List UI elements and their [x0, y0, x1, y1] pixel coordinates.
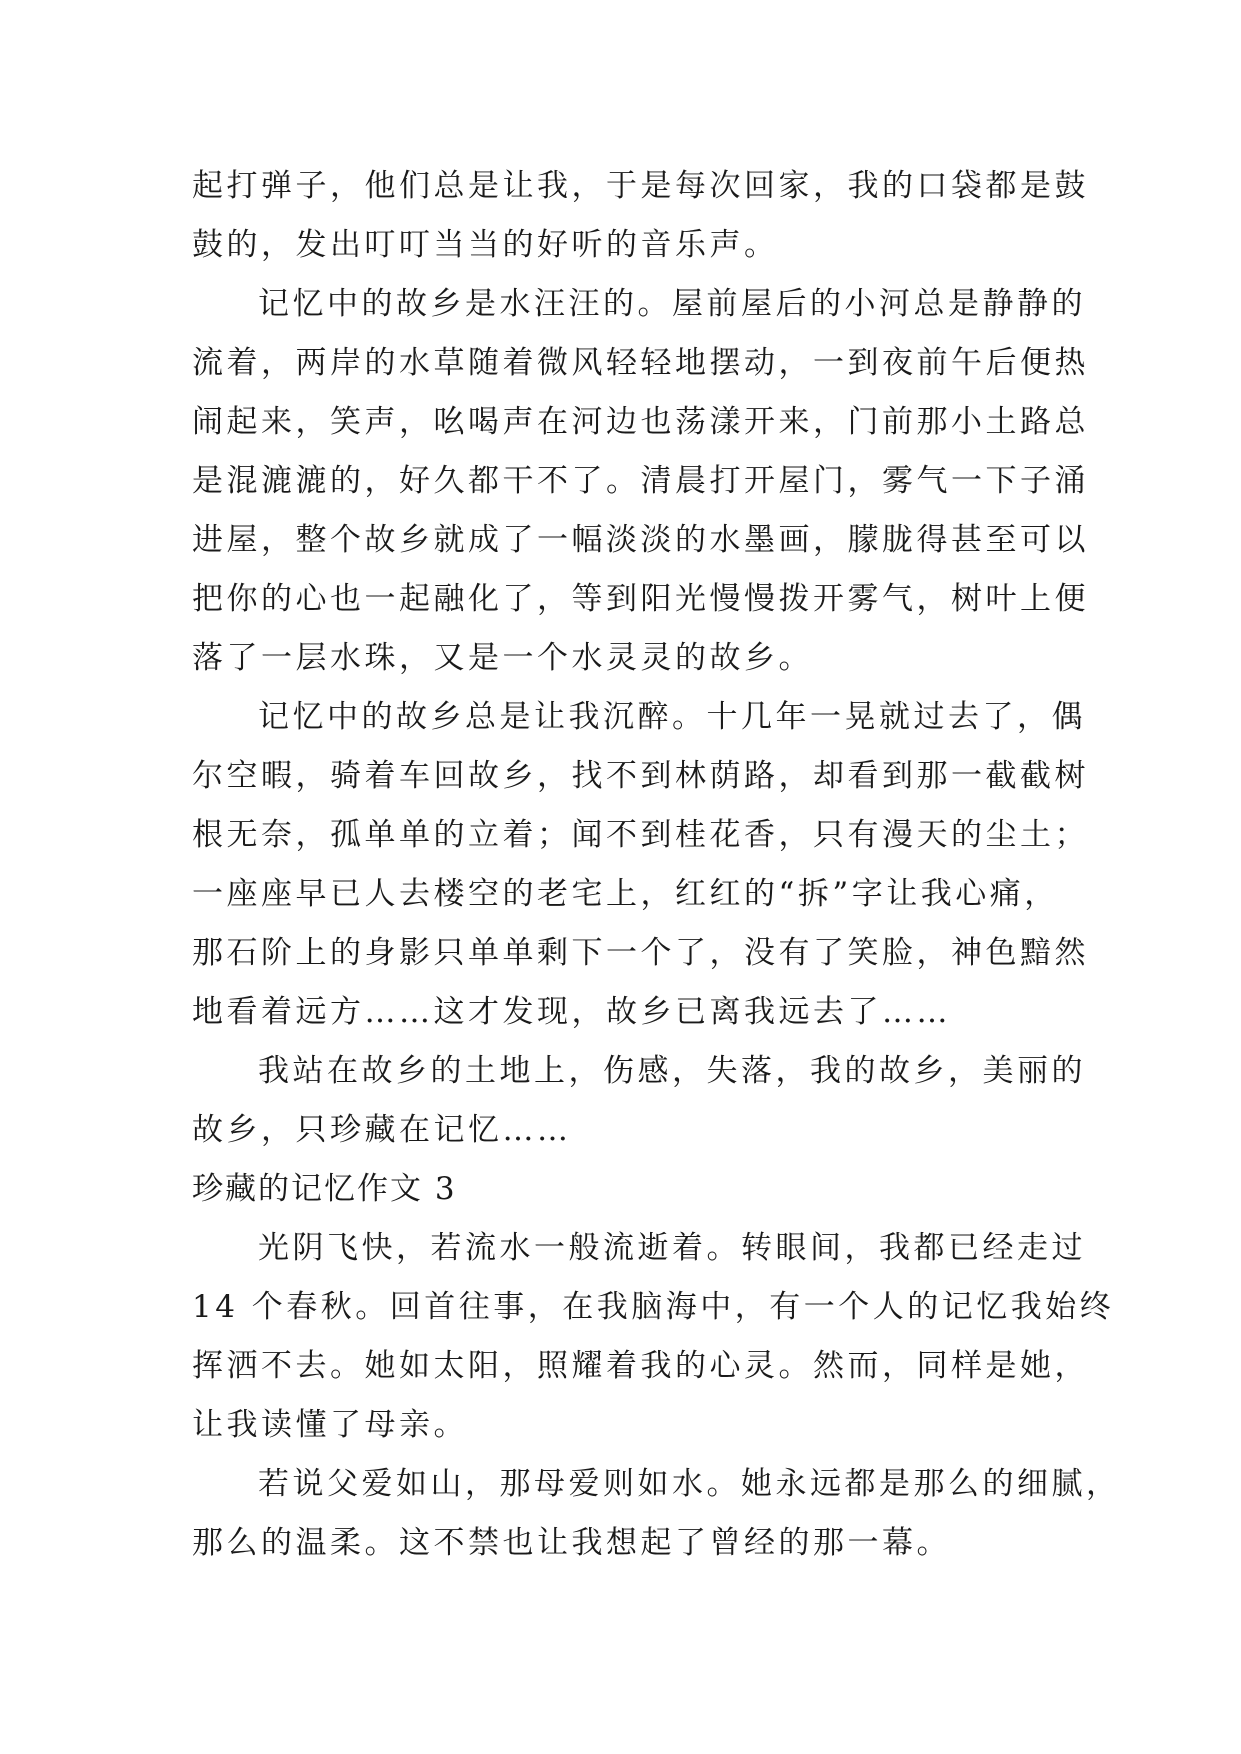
- text-line: 把你的心也一起融化了，等到阳光慢慢拨开雾气，树叶上便: [192, 581, 1089, 617]
- text-line: 那么的温柔。这不禁也让我想起了曾经的那一幕。: [192, 1525, 951, 1561]
- paragraph-2: [192, 275, 1089, 688]
- paragraph-6: [192, 1455, 1121, 1573]
- text-line: 一座座早已人去楼空的老宅上，红红的“拆”字让我心痛，: [192, 876, 1059, 912]
- text-line: 尔空暇，骑着车回故乡，找不到林荫路，却看到那一截截树: [192, 758, 1089, 794]
- text-line: 若说父爱如山，那母爱则如水。她永远都是那么的细腻，: [258, 1466, 1121, 1502]
- text-line: 让我读懂了母亲。: [192, 1407, 468, 1443]
- paragraph-1: [192, 157, 1089, 275]
- text-line: 记忆中的故乡是水汪汪的。屋前屋后的小河总是静静的: [258, 286, 1086, 322]
- section-heading: 珍藏的记忆作文 3: [192, 1171, 457, 1207]
- paragraph-5: [192, 1219, 1115, 1455]
- text-line: 故乡，只珍藏在记忆……: [192, 1112, 572, 1148]
- text-line: 进屋，整个故乡就成了一幅淡淡的水墨画，朦胧得甚至可以: [192, 522, 1089, 558]
- text-line: 流着，两岸的水草随着微风轻轻地摆动，一到夜前午后便热: [192, 345, 1089, 381]
- text-line: 记忆中的故乡总是让我沉醉。十几年一晃就过去了，偶: [258, 699, 1086, 735]
- text-line: 是混漉漉的，好久都干不了。清晨打开屋门，雾气一下子涌: [192, 463, 1089, 499]
- text-line: 光阴飞快，若流水一般流逝着。转眼间，我都已经走过: [258, 1230, 1086, 1266]
- document-body: [192, 157, 1121, 1573]
- text-line: 14 个春秋。回首往事，在我脑海中，有一个人的记忆我始终: [192, 1289, 1115, 1325]
- text-line: 根无奈，孤单单的立着；闻不到桂花香，只有漫天的尘土；: [192, 817, 1089, 853]
- text-line: 地看着远方……这才发现，故乡已离我远去了……: [192, 994, 951, 1030]
- paragraph-4: [192, 1042, 1086, 1160]
- text-line: 那石阶上的身影只单单剩下一个了，没有了笑脸，神色黯然: [192, 935, 1089, 971]
- text-line: 挥洒不去。她如太阳，照耀着我的心灵。然而，同样是她，: [192, 1348, 1089, 1384]
- text-line: 鼓的，发出叮叮当当的好听的音乐声。: [192, 227, 779, 263]
- text-line: 落了一层水珠，又是一个水灵灵的故乡。: [192, 640, 813, 676]
- text-line: 我站在故乡的土地上，伤感，失落，我的故乡，美丽的: [258, 1053, 1086, 1089]
- paragraph-3: [192, 688, 1089, 1042]
- text-line: 闹起来，笑声，吆喝声在河边也荡漾开来，门前那小土路总: [192, 404, 1089, 440]
- text-line: 起打弹子，他们总是让我，于是每次回家，我的口袋都是鼓: [192, 168, 1089, 204]
